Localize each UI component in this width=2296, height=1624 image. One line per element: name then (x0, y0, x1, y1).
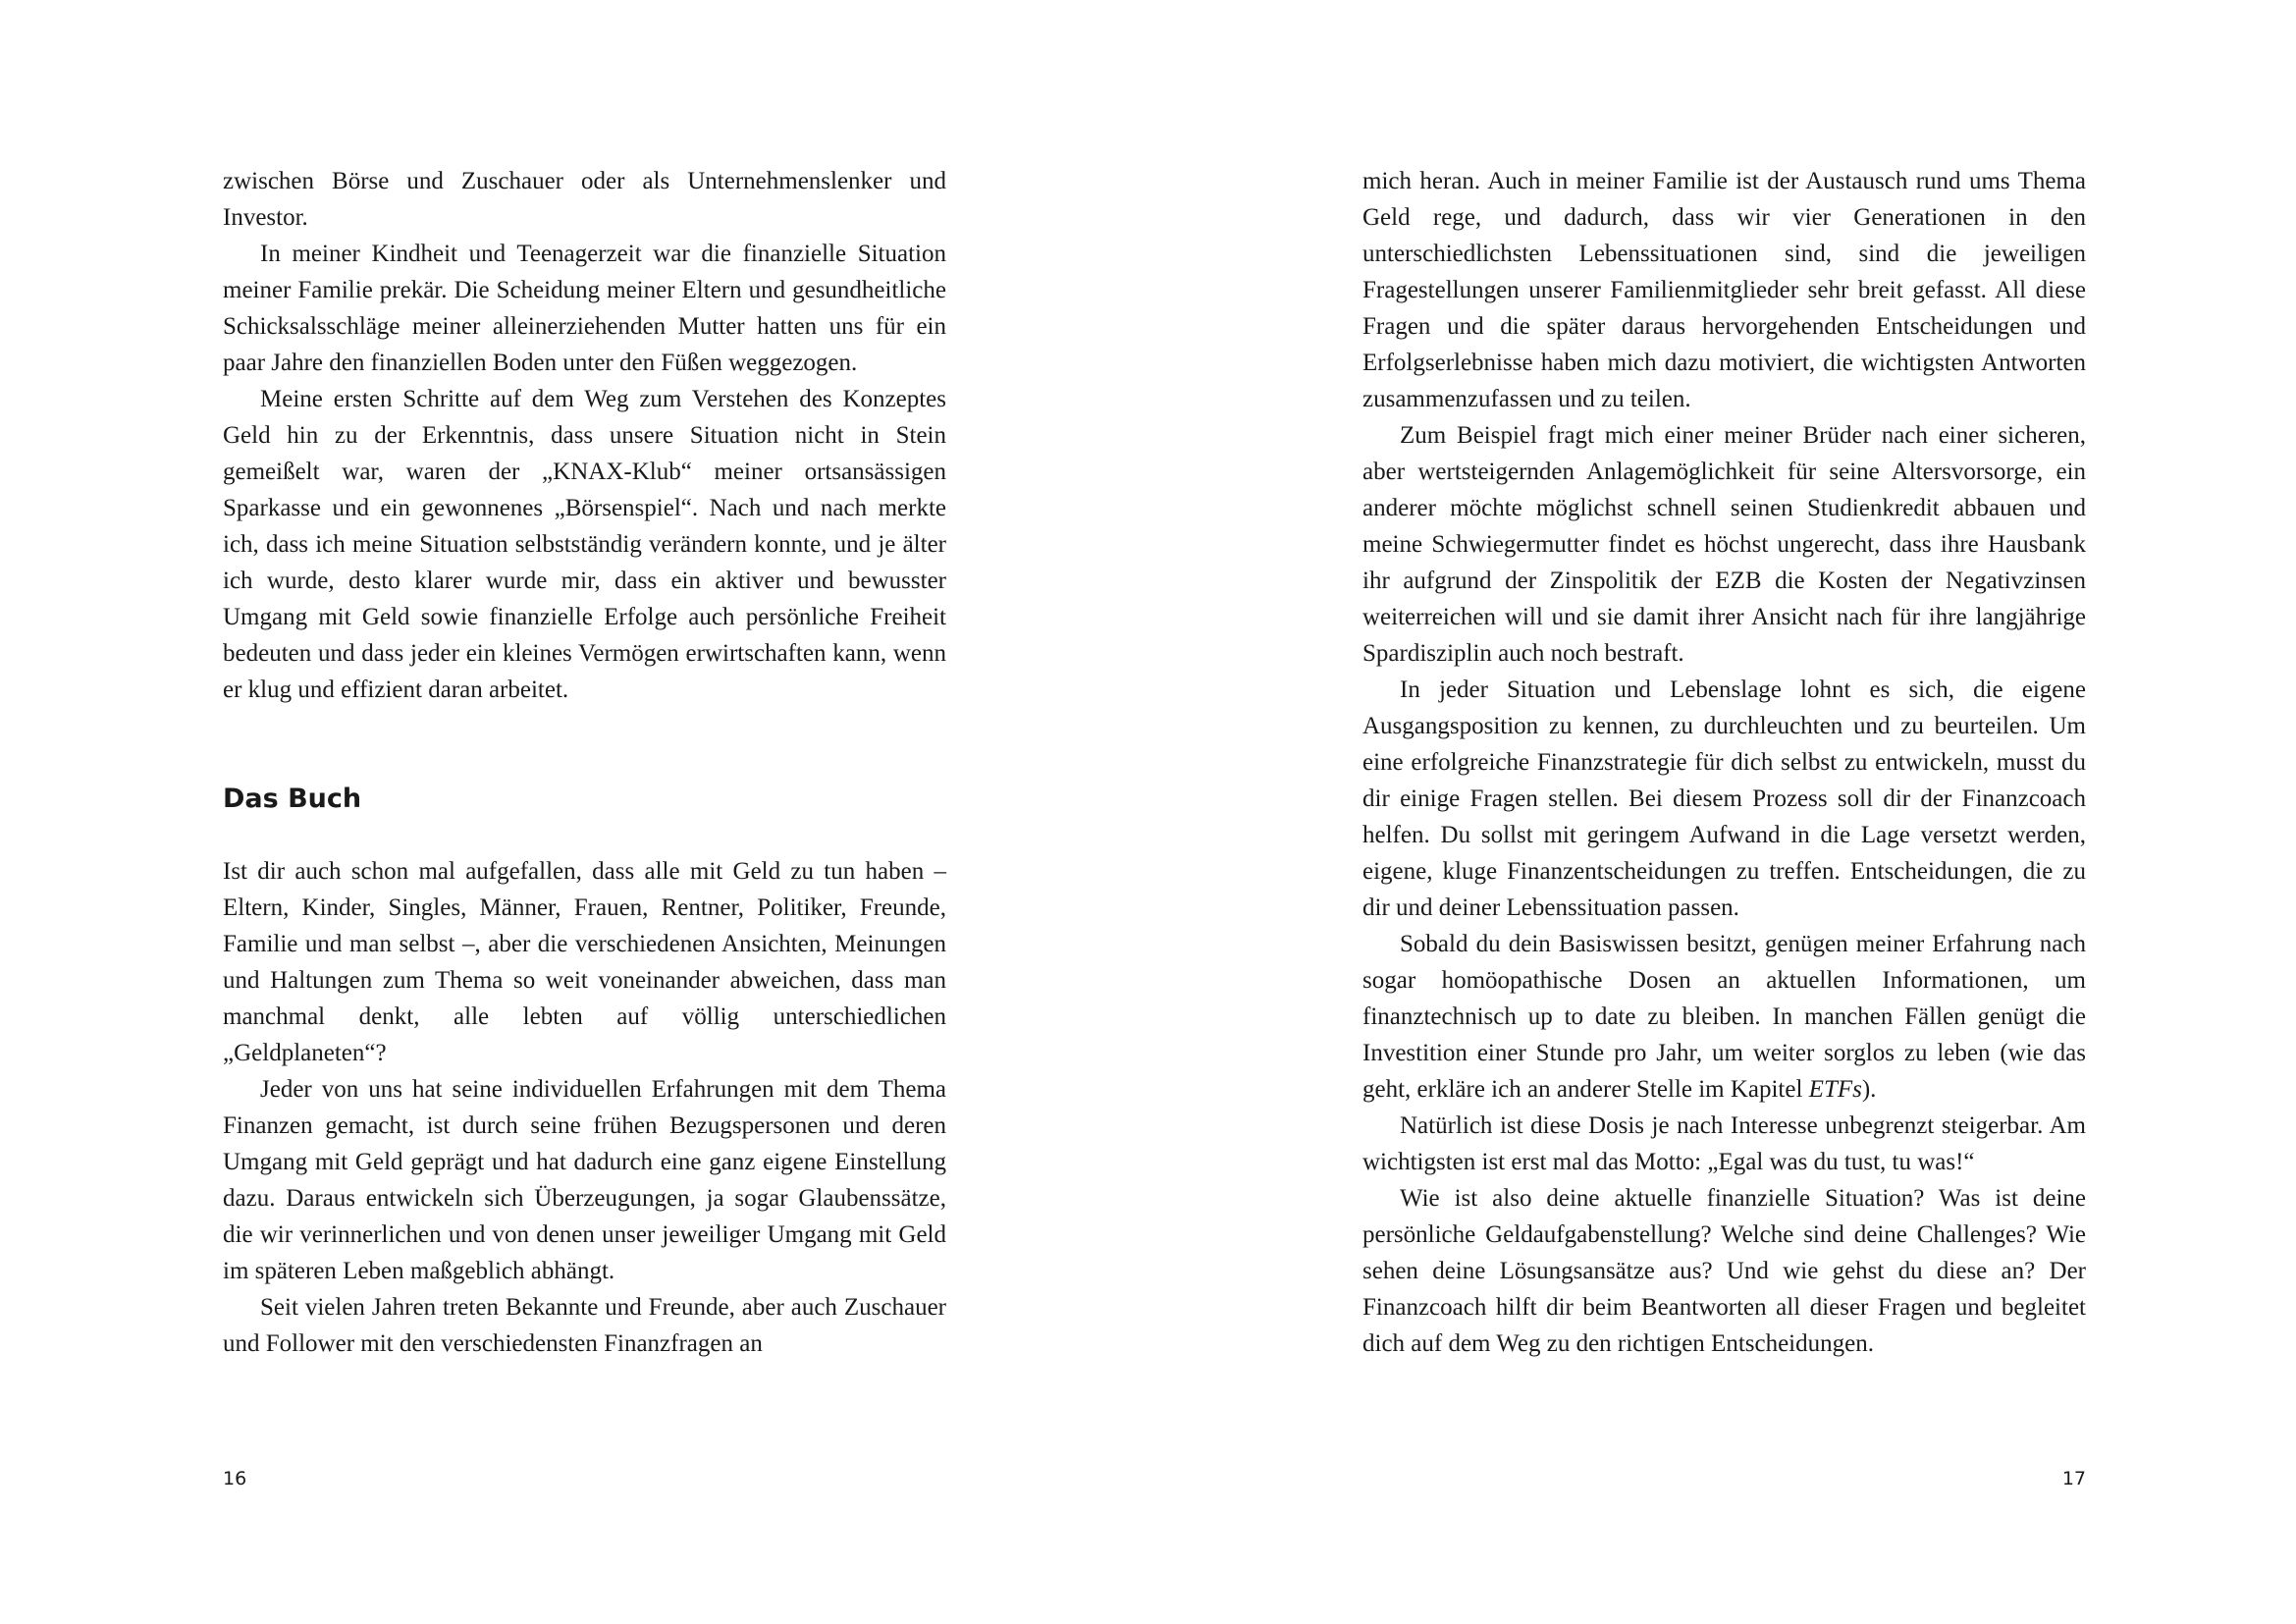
paragraph: Jeder von uns hat seine individuellen Erfahrungen mit dem Thema Finanzen gemacht, ist durch seine frühen Bezugspersonen und deren Umgang mit Geld geprägt und hat dadurch eine ganz eigene Einstellung dazu. Daraus entwickeln sich Überzeugungen, ja sogar Glaubenssätze, die wir verinnerlichen und von denen unser jeweiliger Umgang mit Geld im späteren Leben maßgeblich abhängt. (223, 1076, 946, 1284)
paragraph: Wie ist also deine aktuelle finanzielle Situation? Was ist deine persönliche Geldaufgabenstellung? Welche sind deine Challenges? Wie sehen deine Lösungsansätze aus? Und wie gehst du diese an? Der Finanzcoach hilft dir beim Beantworten all dieser Fragen und begleitet dich auf dem Weg zu den richtigen Entscheidungen. (1362, 1185, 2086, 1357)
chapter-reference: ETFs (1808, 1076, 1862, 1103)
paragraph: Seit vielen Jahren treten Bekannte und Freunde, aber auch Zuschauer und Follower mit den verschiedensten Finanzfragen an (223, 1294, 946, 1357)
paragraph: In jeder Situation und Lebenslage lohnt es sich, die eigene Ausgangsposition zu kennen, zu durchleuchten und zu beurteilen. Um eine erfolgreiche Finanzstrategie für dich selbst zu entwickeln, musst du dir einige Fragen stellen. Bei diesem Prozess soll dir der Finanzcoach helfen. Du sollst mit geringem Aufwand in die Lage versetzt werden, eigene, kluge Finanzentscheidungen zu treffen. Entscheidungen, die zu dir und deiner Lebenssituation passen. (1362, 677, 2086, 921)
section-heading: Das Buch (223, 784, 362, 814)
page-number-left: 16 (223, 1468, 247, 1489)
paragraph: In meiner Kindheit und Teenagerzeit war die finanzielle Situation meiner Familie prekär. Die Scheidung meiner Eltern und gesundheitliche Schicksalsschläge meiner alleinerziehenden Mutter hatten uns für ein paar Jahre den finanziellen Boden unter den Füßen weggezogen. (223, 241, 946, 376)
paragraph-text: Sobald du dein Basiswissen besitzt, genügen meiner Erfahrung nach sogar homöopathische Dosen an aktuellen Informationen, um finanztechnisch up to date zu bleiben. In manchen Fällen genügt die Investition einer Stunde pro Jahr, um weiter sorglos zu leben (wie das geht, erkläre ich an anderer Stelle im Kapitel (1362, 931, 2086, 1103)
right-text-column (1362, 163, 2086, 1362)
paragraph-text: ). (1861, 1076, 1877, 1103)
paragraph: mich heran. Auch in meiner Familie ist der Austausch rund ums Thema Geld rege, und dadurch, dass wir vier Generationen in den unterschiedlichsten Lebenssituationen sind, sind die jeweiligen Fragestellungen unserer Familienmitglieder sehr breit gefasst. All diese Fragen und die später daraus hervorgehenden Entscheidungen und Erfolgserlebnisse haben mich dazu motiviert, die wichtigsten Antworten zusammenzufassen und zu teilen. (1362, 168, 2086, 412)
paragraph: Ist dir auch schon mal aufgefallen, dass alle mit Geld zu tun haben – Eltern, Kinder, Singles, Männer, Frauen, Rentner, Politiker, Freunde, Familie und man selbst –, aber die verschiedenen Ansichten, Meinungen und Haltungen zum Thema so weit voneinander abweichen, dass man manchmal denkt, alle lebten auf völlig unterschiedlichen „Geldplaneten“? (223, 858, 946, 1066)
paragraph: Zum Beispiel fragt mich einer meiner Brüder nach einer sicheren, aber wertsteigernden Anlagemöglichkeit für seine Altersvorsorge, ein anderer möchte möglichst schnell seinen Studienkredit abbauen und meine Schwiegermutter findet es höchst ungerecht, dass ihre Hausbank ihr aufgrund der Zinspolitik der EZB die Kosten der Negativzinsen weiterreichen will und sie damit ihrer Ansicht nach für ihre langjährige Spardisziplin auch noch bestraft. (1362, 422, 2086, 667)
paragraph (1362, 926, 2086, 1108)
paragraph: Meine ersten Schritte auf dem Weg zum Verstehen des Konzeptes Geld hin zu der Erkenntnis, dass unsere Situation nicht in Stein gemeißelt war, waren der „KNAX-Klub“ meiner ortsansässigen Sparkasse und ein gewonnenes „Börsenspiel“. Nach und nach merkte ich, dass ich meine Situation selbstständig verändern konnte, und je älter ich wurde, desto klarer wurde mir, dass ein aktiver und bewusster Umgang mit Geld sowie finanzielle Erfolge auch persönliche Freiheit bedeuten und dass jeder ein kleines Vermögen erwirtschaften kann, wenn er klug und effizient daran arbeitet. (223, 386, 946, 703)
paragraph: zwischen Börse und Zuschauer oder als Unternehmenslenker und Investor. (223, 168, 946, 231)
right-page (1148, 0, 2296, 1624)
paragraph: Natürlich ist diese Dosis je nach Interesse unbegrenzt steigerbar. Am wichtigsten ist erst mal das Motto: „Egal was du tust, tu was!“ (1362, 1112, 2086, 1175)
page-number-right: 17 (2061, 1468, 2086, 1489)
left-text-column (223, 163, 946, 1362)
